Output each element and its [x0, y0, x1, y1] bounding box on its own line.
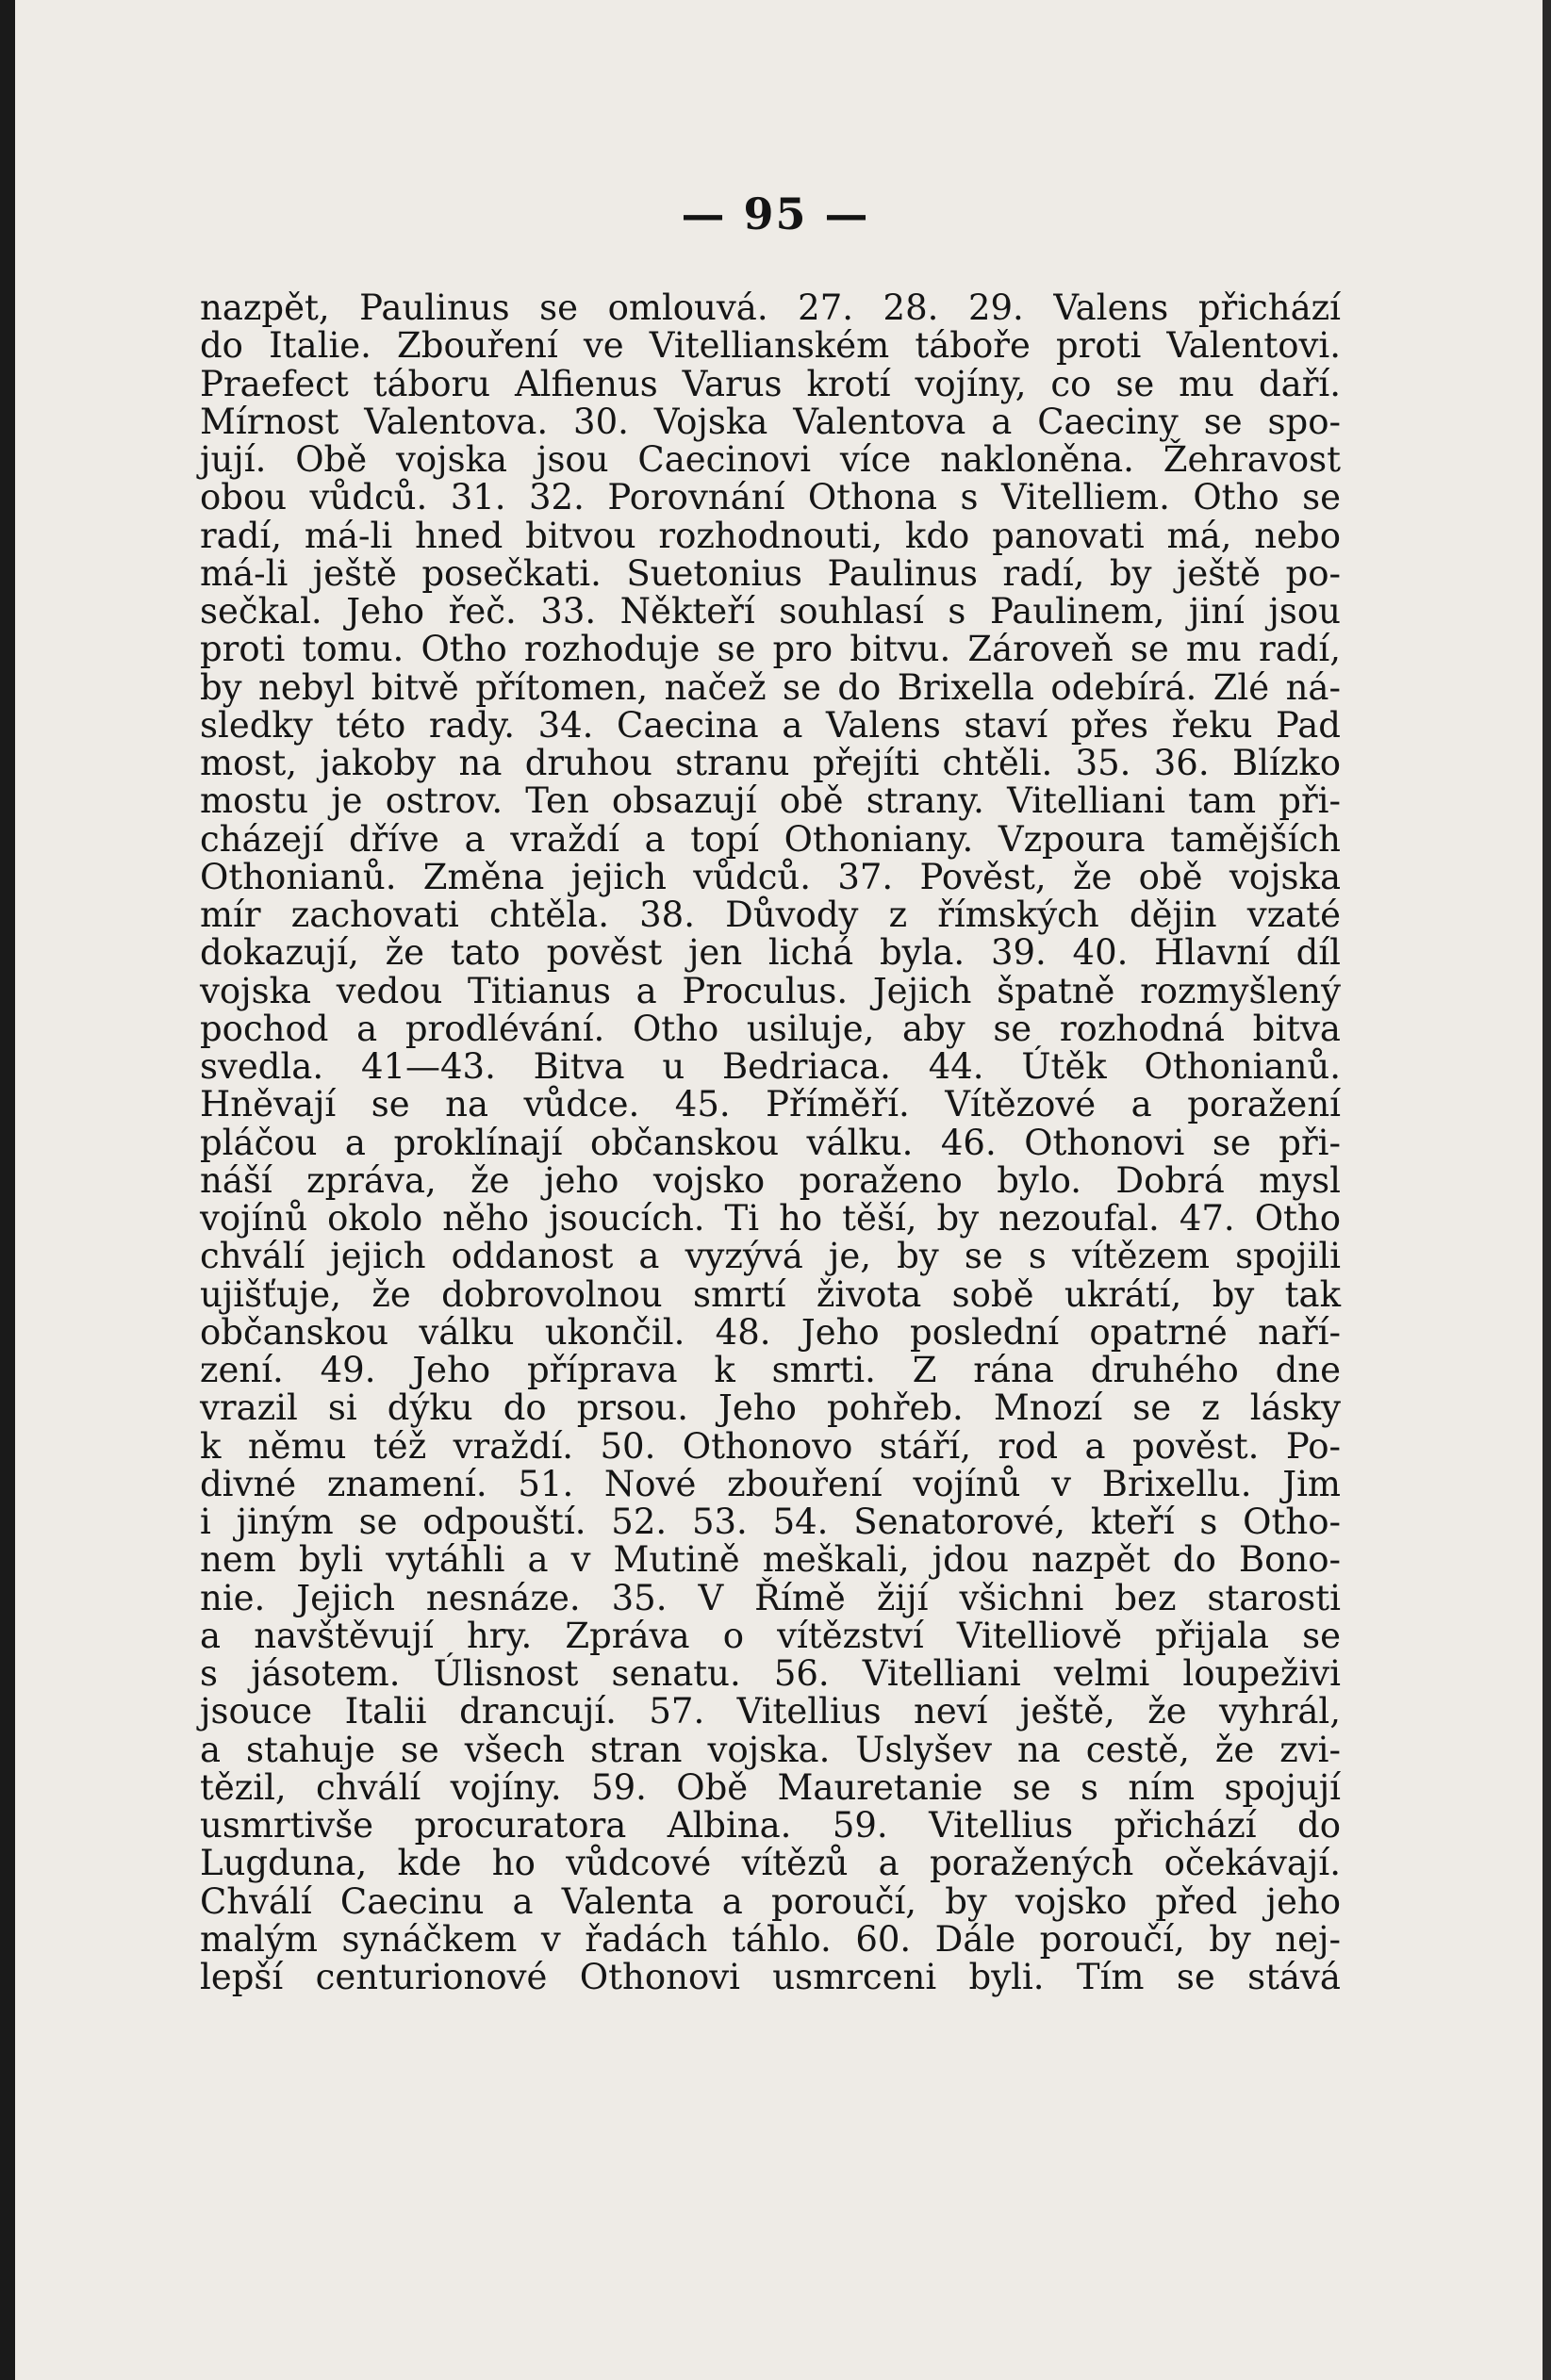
text-line: mostu je ostrov. Ten obsazují obě strany. Vitelliani tam při- — [200, 780, 1341, 822]
text-line: Mírnost Valentova. 30. Vojska Valentova a Caeciny se spo- — [200, 401, 1341, 442]
text-line: svedla. 41—43. Bitva u Bedriaca. 44. Útěk Othonianů. — [200, 1046, 1341, 1087]
text-line: mír zachovati chtěla. 38. Důvody z římských dějin vzaté — [200, 895, 1341, 935]
text-line: občanskou válku ukončil. 48. Jeho poslední opatrné naří- — [200, 1311, 1341, 1353]
text-line: nazpět, Paulinus se omlouvá. 27. 28. 29. Valens přichází — [200, 287, 1341, 328]
text-line: pochod a prodlévání. Otho usiluje, aby se rozhodná bitva — [200, 1008, 1341, 1049]
text-line: Hněvají se na vůdce. 45. Příměří. Vítězové a poražení — [200, 1084, 1341, 1125]
text-line: k němu též vraždí. 50. Othonovo stáří, rod a pověst. Po- — [200, 1425, 1341, 1467]
text-line: usmrtivše procuratora Albina. 59. Vitellius přichází do — [200, 1805, 1341, 1846]
text-line: Lugduna, kde ho vůdcové vítězů a poražených očekávají. — [200, 1843, 1341, 1884]
text-line: sečkal. Jeho řeč. 33. Někteří souhlasí s Paulinem, jiní jsou — [200, 591, 1341, 632]
text-line: most, jakoby na druhou stranu přejíti chtěli. 35. 36. Blízko — [200, 743, 1341, 783]
text-line: s jásotem. Úlisnost senatu. 56. Vitelliani velmi loupeživi — [200, 1653, 1341, 1694]
text-line: jsouce Italii drancují. 57. Vitellius neví ještě, že vyhrál, — [200, 1691, 1341, 1732]
text-line: a navštěvují hry. Zpráva o vítězství Vitelliově přijala se — [200, 1615, 1341, 1656]
text-line: radí, má-li hned bitvou rozhodnouti, kdo panovati má, nebo — [200, 515, 1341, 556]
text-line: proti tomu. Otho rozhoduje se pro bitvu. Zároveň se mu radí, — [200, 629, 1341, 670]
text-line: Othonianů. Změna jejich vůdců. 37. Pověst, že obě vojska — [200, 856, 1341, 897]
text-line: by nebyl bitvě přítomen, načež se do Brixella odebírá. Zlé ná- — [200, 666, 1341, 708]
text-line: i jiným se odpouští. 52. 53. 54. Senatorové, kteří s Otho- — [200, 1502, 1341, 1542]
text-line: malým synáčkem v řadách táhlo. 60. Dále poroučí, by nej- — [200, 1918, 1341, 1960]
text-line: vojínů okolo něho jsoucích. Ti ho těší, by nezoufal. 47. Otho — [200, 1198, 1341, 1239]
text-line: náší zpráva, že jeho vojsko poraženo bylo. Dobrá mysl — [200, 1159, 1341, 1201]
scan-edge-right — [1543, 0, 1551, 2380]
text-line: Praefect táboru Alfienus Varus krotí vojíny, co se mu daří. — [200, 363, 1341, 404]
text-line: vojska vedou Titianus a Proculus. Jejich špatně rozmyšlený — [200, 970, 1341, 1011]
text-line: a stahuje se všech stran vojska. Uslyšev na cestě, že zvi- — [200, 1729, 1341, 1770]
text-line: obou vůdců. 31. 32. Porovnání Othona s Vitelliem. Otho se — [200, 477, 1341, 518]
text-line: nem byli vytáhli a v Mutině meškali, jdou nazpět do Bono- — [200, 1539, 1341, 1581]
text-line: sledky této rady. 34. Caecina a Valens staví přes řeku Pad — [200, 704, 1341, 746]
text-line: nie. Jejich nesnáze. 35. V Římě žijí všichni bez starosti — [200, 1577, 1341, 1618]
text-line: divné znamení. 51. Nové zbouření vojínů v Brixellu. Jim — [200, 1463, 1341, 1504]
text-line: do Italie. Zbouření ve Vitellianském táboře proti Valentovi. — [200, 325, 1341, 367]
text-line: pláčou a proklínají občanskou válku. 46. Othonovi se při- — [200, 1122, 1341, 1163]
text-line: lepší centurionové Othonovi usmrceni byli. Tím se stává — [200, 1957, 1341, 1997]
body-text — [200, 289, 1341, 1996]
text-line: jují. Obě vojska jsou Caecinovi více nakloněna. Žehravost — [200, 439, 1341, 480]
text-line: cházejí dříve a vraždí a topí Othoniany. Vzpoura tamějších — [200, 818, 1341, 860]
text-line: vrazil si dýku do prsou. Jeho pohřeb. Mnozí se z lásky — [200, 1387, 1341, 1429]
page-number-header: — 95 — — [681, 189, 870, 239]
text-line: dokazují, že tato pověst jen lichá byla. 39. 40. Hlavní díl — [200, 932, 1341, 974]
text-line: chválí jejich oddanost a vyzývá je, by se s vítězem spojili — [200, 1236, 1341, 1277]
text-line: tězil, chválí vojíny. 59. Obě Mauretanie se s ním spojují — [200, 1766, 1341, 1808]
text-line: má-li ještě posečkati. Suetonius Paulinus radí, by ještě po- — [200, 552, 1341, 594]
scan-edge-left — [0, 0, 15, 2380]
text-line: Chválí Caecinu a Valenta a poroučí, by vojsko před jeho — [200, 1880, 1341, 1922]
text-line: ujišťuje, že dobrovolnou smrtí života sobě ukrátí, by tak — [200, 1273, 1341, 1315]
text-line: zení. 49. Jeho příprava k smrti. Z rána druhého dne — [200, 1350, 1341, 1390]
